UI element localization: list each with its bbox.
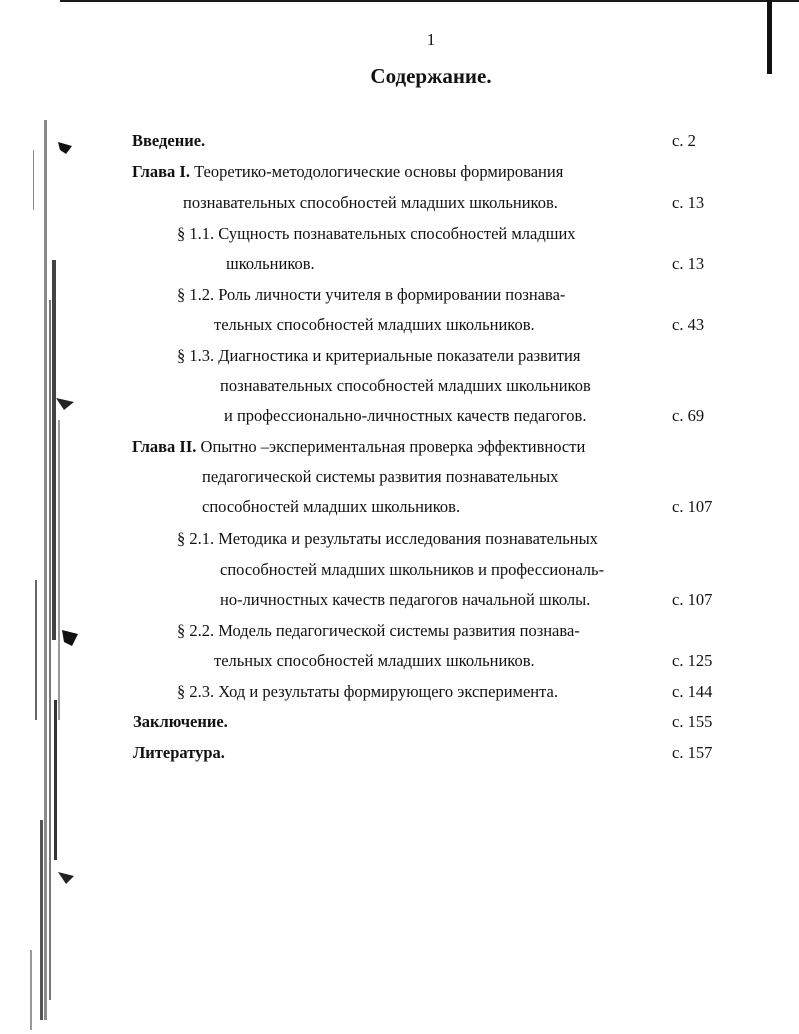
toc-intro-title: Введение. bbox=[132, 131, 206, 150]
toc-chapter2-page: с. 107 bbox=[672, 497, 713, 516]
toc-s1-3-line1: § 1.3. Диагностика и критериальные показатели развития bbox=[177, 346, 581, 365]
toc-chapter1-page: с. 13 bbox=[672, 193, 705, 212]
toc-s2-2-line1: § 2.2. Модель педагогической системы развития познава- bbox=[177, 621, 580, 640]
toc-s1-2-line1: § 1.2. Роль личности учителя в формировании познава- bbox=[177, 285, 566, 304]
toc-entry-conclusion bbox=[0, 712, 799, 736]
toc-chapter2-label: Глава II. bbox=[132, 437, 197, 456]
toc-s2-3-line1: § 2.3. Ход и результаты формирующего эксперимента. bbox=[177, 682, 558, 701]
toc-chapter1-line1 bbox=[132, 162, 563, 182]
toc-heading: Содержание. bbox=[370, 64, 492, 88]
toc-s1-2-line2: тельных способностей младших школьников. bbox=[214, 315, 535, 334]
toc-s1-3-line3: и профессионально-личностных качеств педагогов. bbox=[224, 406, 587, 425]
toc-chapter2-line2: педагогической системы развития познавательных bbox=[202, 467, 559, 486]
toc-entry-s1-2 bbox=[0, 285, 799, 309]
toc-entry-chapter1 bbox=[0, 162, 799, 186]
toc-literature-page: с. 157 bbox=[672, 743, 713, 762]
toc-entry-s2-2-cont bbox=[0, 651, 799, 675]
toc-entry-s2-1-cont2 bbox=[0, 590, 799, 614]
toc-chapter1-line1-text: Теоретико-методологические основы формирования bbox=[194, 162, 564, 181]
toc-conclusion-page: с. 155 bbox=[672, 712, 713, 731]
toc-entry-s1-2-cont bbox=[0, 315, 799, 339]
toc-s1-3-page: с. 69 bbox=[672, 406, 705, 425]
toc-s2-3-page: с. 144 bbox=[672, 682, 713, 701]
toc-entry-intro bbox=[0, 131, 799, 155]
toc-s1-1-line2: школьников. bbox=[226, 254, 315, 273]
toc-entry-chapter2 bbox=[0, 437, 799, 461]
toc-chapter1-line2: познавательных способностей младших школьников. bbox=[183, 193, 558, 212]
toc-entry-chapter2-cont2 bbox=[0, 497, 799, 521]
toc-entry-s1-3-cont1 bbox=[0, 376, 799, 400]
toc-entry-s2-1-cont1 bbox=[0, 560, 799, 584]
toc-intro-page: с. 2 bbox=[672, 131, 696, 150]
toc-chapter1-label: Глава I. bbox=[132, 162, 190, 181]
toc-entry-s2-1 bbox=[0, 529, 799, 553]
toc-s2-1-page: с. 107 bbox=[672, 590, 713, 609]
toc-conclusion-title: Заключение. bbox=[133, 712, 228, 731]
toc-entry-s1-3 bbox=[0, 346, 799, 370]
toc-s2-2-line2: тельных способностей младших школьников. bbox=[214, 651, 535, 670]
toc-literature-title: Литература. bbox=[133, 743, 225, 762]
toc-s2-1-line1: § 2.1. Методика и результаты исследования познавательных bbox=[177, 529, 598, 548]
toc-entry-chapter2-cont1 bbox=[0, 467, 799, 491]
toc-entry-literature bbox=[0, 743, 799, 767]
toc-chapter2-line3: способностей младших школьников. bbox=[202, 497, 461, 516]
toc-s1-1-line1: § 1.1. Сущность познавательных способностей младших bbox=[177, 224, 576, 243]
toc-s1-2-page: с. 43 bbox=[672, 315, 705, 334]
toc-entry-s1-1-cont bbox=[0, 254, 799, 278]
toc-s2-2-page: с. 125 bbox=[672, 651, 713, 670]
page-number: 1 bbox=[426, 30, 436, 49]
toc-s1-3-line2: познавательных способностей младших школьников bbox=[220, 376, 591, 395]
scan-top-edge bbox=[60, 0, 799, 2]
toc-entry-chapter1-cont bbox=[0, 193, 799, 217]
toc-entry-s1-1 bbox=[0, 224, 799, 248]
toc-s1-1-page: с. 13 bbox=[672, 254, 705, 273]
toc-entry-s2-3 bbox=[0, 682, 799, 706]
toc-chapter2-line1-text: Опытно –экспериментальная проверка эффективности bbox=[200, 437, 586, 456]
toc-s2-1-line3: но-личностных качеств педагогов начальной школы. bbox=[220, 590, 591, 609]
toc-entry-s1-3-cont2 bbox=[0, 406, 799, 430]
toc-chapter2-line1 bbox=[132, 437, 585, 457]
toc-s2-1-line2: способностей младших школьников и профессиональ- bbox=[220, 560, 605, 579]
toc-entry-s2-2 bbox=[0, 621, 799, 645]
